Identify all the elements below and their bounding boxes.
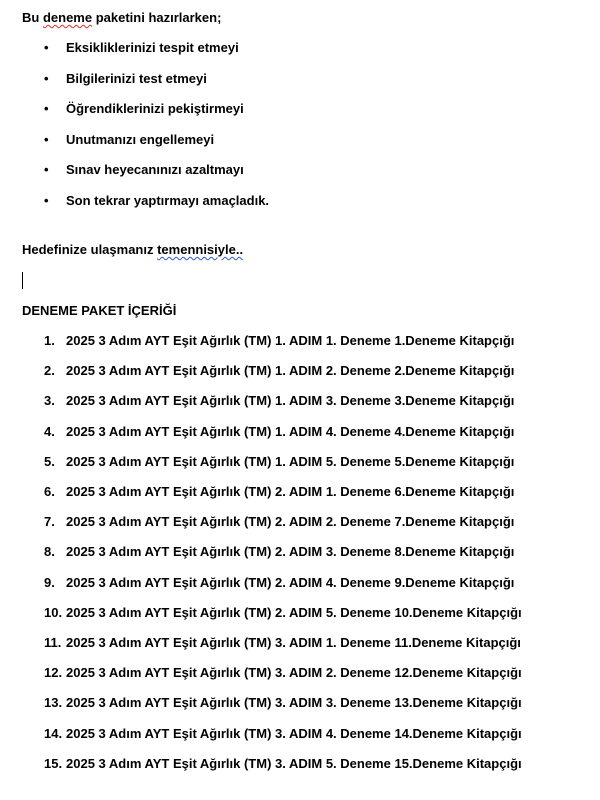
bullet-item bbox=[44, 132, 214, 148]
content-list-item bbox=[44, 665, 522, 681]
content-list-item bbox=[44, 695, 522, 711]
bullet-icon: • bbox=[44, 70, 49, 86]
text-cursor bbox=[22, 272, 23, 289]
content-list-item bbox=[44, 756, 522, 772]
section-title: DENEME PAKET İÇERİĞİ bbox=[22, 303, 177, 318]
bullet-item bbox=[44, 162, 244, 178]
content-list-item bbox=[44, 454, 514, 470]
item-text: 2025 3 Adım AYT Eşit Ağırlık (TM) 1. ADIM 5. Deneme 5.Deneme Kitapçığı bbox=[66, 453, 515, 469]
intro-prefix: Bu bbox=[22, 10, 43, 25]
content-list-item bbox=[44, 424, 514, 440]
bullet-text: Son tekrar yaptırmayı amaçladık. bbox=[66, 192, 270, 208]
item-number: 13. bbox=[44, 695, 63, 711]
content-list-item bbox=[44, 514, 514, 530]
bullet-text: Unutmanızı engellemeyi bbox=[66, 131, 215, 147]
bullet-text: Eksikliklerinizi tespit etmeyi bbox=[66, 40, 239, 55]
bullet-item bbox=[44, 101, 244, 117]
item-number: 14. bbox=[44, 725, 63, 741]
item-text: 2025 3 Adım AYT Eşit Ağırlık (TM) 2. ADIM 2. Deneme 7.Deneme Kitapçığı bbox=[66, 514, 515, 530]
item-number: 3. bbox=[44, 393, 55, 409]
content-list-item bbox=[44, 605, 522, 621]
closing-prefix: Hedefinize ulaşmanız bbox=[22, 242, 158, 257]
bullet-item bbox=[44, 193, 269, 209]
content-list-item bbox=[44, 544, 514, 560]
item-text: 2025 3 Adım AYT Eşit Ağırlık (TM) 1. ADIM 2. Deneme 2.Deneme Kitapçığı bbox=[66, 363, 515, 379]
item-text: 2025 3 Adım AYT Eşit Ağırlık (TM) 1. ADIM 4. Deneme 4.Deneme Kitapçığı bbox=[66, 423, 515, 439]
content-list-item bbox=[44, 575, 514, 591]
item-number: 6. bbox=[44, 484, 55, 499]
item-text: 2025 3 Adım AYT Eşit Ağırlık (TM) 2. ADIM 4. Deneme 9.Deneme Kitapçığı bbox=[66, 574, 515, 590]
item-number: 12. bbox=[44, 665, 63, 681]
item-text: 2025 3 Adım AYT Eşit Ağırlık (TM) 2. ADIM 1. Deneme 6.Deneme Kitapçığı bbox=[66, 484, 515, 499]
item-text: 2025 3 Adım AYT Eşit Ağırlık (TM) 3. ADIM 4. Deneme 14.Deneme Kitapçığı bbox=[66, 725, 522, 741]
bullet-icon: • bbox=[44, 101, 49, 116]
content-list-item bbox=[44, 484, 514, 500]
item-number: 4. bbox=[44, 423, 55, 439]
misspelled-word[interactable]: deneme bbox=[42, 10, 93, 25]
bullet-item bbox=[44, 71, 207, 87]
bullet-icon: • bbox=[44, 40, 49, 55]
content-list-item bbox=[44, 393, 514, 409]
item-number: 10. bbox=[44, 604, 63, 620]
item-text: 2025 3 Adım AYT Eşit Ağırlık (TM) 1. ADIM 3. Deneme 3.Deneme Kitapçığı bbox=[66, 393, 515, 409]
intro-paragraph bbox=[22, 10, 221, 26]
item-number: 11. bbox=[44, 635, 62, 650]
closing-paragraph bbox=[22, 242, 243, 258]
item-text: 2025 3 Adım AYT Eşit Ağırlık (TM) 3. ADIM 3. Deneme 13.Deneme Kitapçığı bbox=[66, 695, 522, 711]
bullet-text: Bilgilerinizi test etmeyi bbox=[66, 70, 207, 86]
item-number: 5. bbox=[44, 453, 55, 469]
item-text: 2025 3 Adım AYT Eşit Ağırlık (TM) 3. ADIM 2. Deneme 12.Deneme Kitapçığı bbox=[66, 665, 522, 681]
item-text: 2025 3 Adım AYT Eşit Ağırlık (TM) 1. ADIM 1. Deneme 1.Deneme Kitapçığı bbox=[66, 333, 515, 348]
item-number: 1. bbox=[44, 333, 55, 348]
content-list-item bbox=[44, 333, 514, 349]
item-text: 2025 3 Adım AYT Eşit Ağırlık (TM) 3. ADIM 5. Deneme 15.Deneme Kitapçığı bbox=[66, 755, 522, 771]
bullet-text: Sınav heyecanınızı azaltmayı bbox=[66, 162, 244, 177]
item-text: 2025 3 Adım AYT Eşit Ağırlık (TM) 2. ADIM 3. Deneme 8.Deneme Kitapçığı bbox=[66, 544, 515, 560]
bullet-icon: • bbox=[44, 162, 49, 177]
item-number: 15. bbox=[44, 755, 63, 771]
intro-suffix: paketini hazırlarken; bbox=[92, 10, 222, 25]
item-number: 9. bbox=[44, 574, 55, 590]
bullet-icon: • bbox=[44, 131, 49, 147]
content-list-item bbox=[44, 635, 521, 651]
item-number: 2. bbox=[44, 363, 55, 379]
bullet-item bbox=[44, 40, 239, 56]
bullet-text: Öğrendiklerinizi pekiştirmeyi bbox=[66, 101, 244, 116]
item-text: 2025 3 Adım AYT Eşit Ağırlık (TM) 3. ADIM 1. Deneme 11.Deneme Kitapçığı bbox=[66, 635, 521, 650]
content-list-item bbox=[44, 726, 522, 742]
item-number: 8. bbox=[44, 544, 55, 560]
grammar-flagged-word[interactable]: temennisiyle.. bbox=[157, 242, 244, 257]
item-number: 7. bbox=[44, 514, 55, 530]
bullet-icon: • bbox=[44, 192, 49, 208]
content-list-item bbox=[44, 363, 514, 379]
item-text: 2025 3 Adım AYT Eşit Ağırlık (TM) 2. ADIM 5. Deneme 10.Deneme Kitapçığı bbox=[66, 604, 522, 620]
